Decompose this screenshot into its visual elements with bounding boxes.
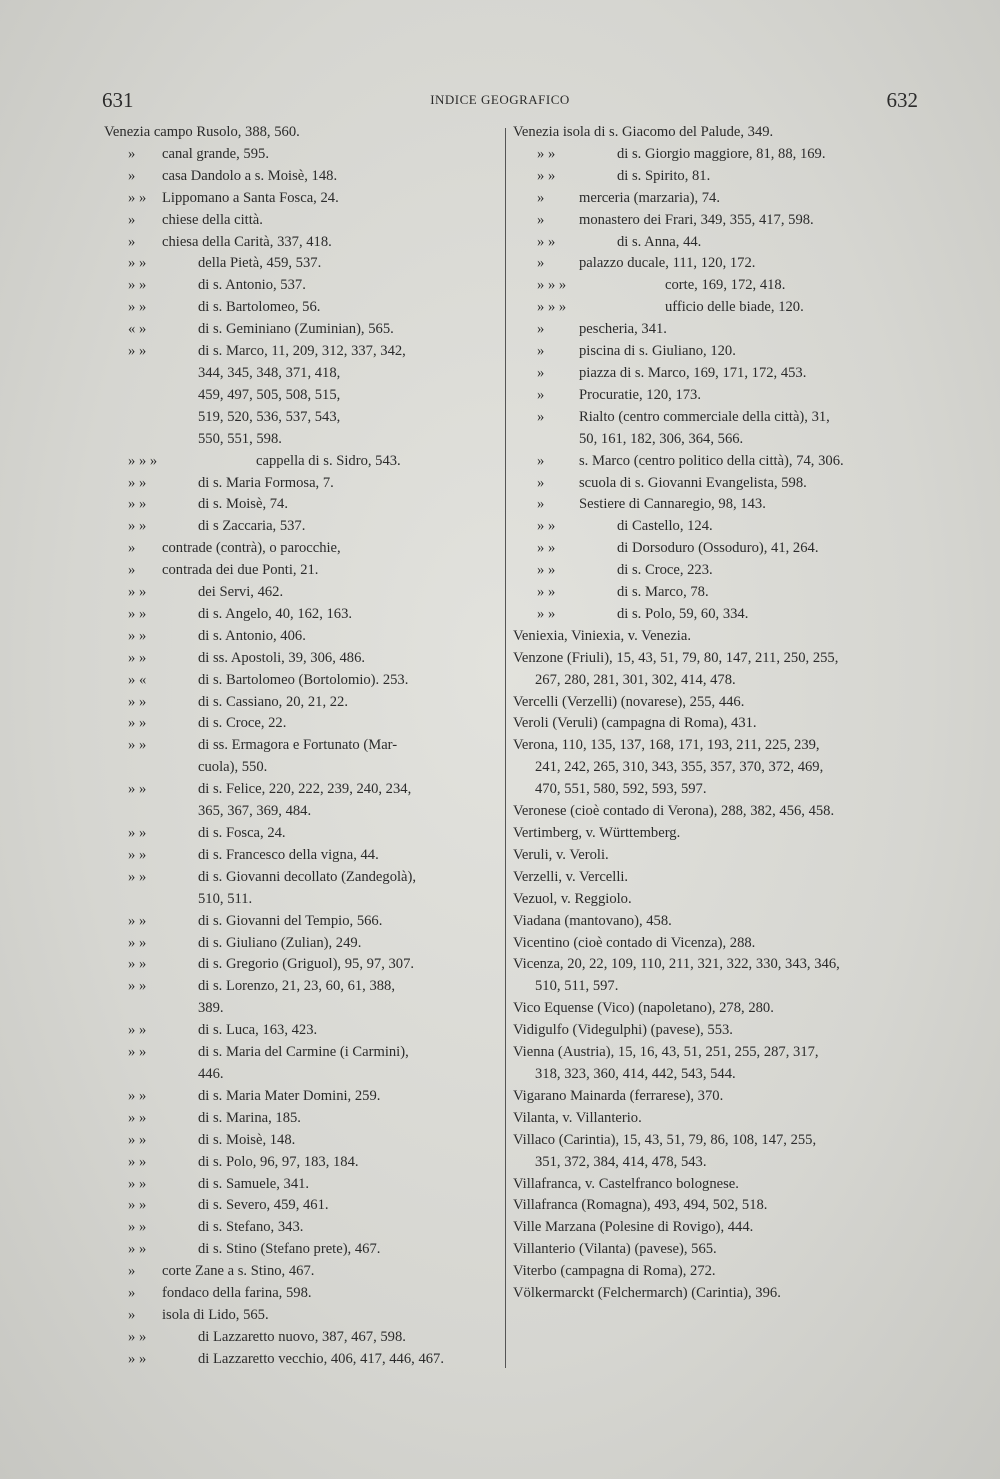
entry-text: isola di Lido, 565. — [162, 1306, 269, 1323]
ditto-marks: » — [537, 474, 545, 491]
ditto-marks: » » — [128, 649, 147, 666]
ditto-marks: » — [537, 321, 545, 338]
index-entry — [513, 407, 913, 451]
entry-text: casa Dandolo a s. Moisè, 148. — [162, 167, 338, 184]
index-entry — [104, 494, 499, 516]
entry-text: di s. Stino (Stefano prete), 467. — [198, 1241, 381, 1258]
entry-continuation: 459, 497, 505, 508, 515, — [198, 386, 341, 403]
index-entry — [104, 670, 499, 692]
index-entry — [104, 1042, 499, 1086]
ditto-marks: » » — [128, 496, 147, 513]
entry-text: di s. Marco, 78. — [617, 584, 709, 601]
entry-continuation: 389. — [198, 1000, 224, 1017]
ditto-marks: » — [537, 343, 545, 360]
entry-text: s. Marco (centro politico della città), 74, 306. — [579, 452, 844, 469]
entry-text: Lippomano a Santa Fosca, 24. — [162, 189, 339, 206]
ditto-marks: » » — [128, 343, 147, 360]
entry-continuation: 267, 280, 281, 301, 302, 414, 478. — [535, 671, 736, 688]
ditto-marks: » » — [128, 189, 147, 206]
index-entry — [513, 626, 913, 648]
entry-text: Veruli, v. Veroli. — [513, 846, 609, 863]
index-entry — [104, 582, 499, 604]
entry-text: di s. Croce, 22. — [198, 715, 287, 732]
ditto-marks: » » — [537, 605, 556, 622]
index-entry — [513, 473, 913, 495]
entry-text: Vercelli (Verzelli) (novarese), 255, 446. — [513, 693, 745, 710]
index-entry — [513, 341, 913, 363]
index-entry — [513, 166, 913, 188]
entry-continuation: 344, 345, 348, 371, 418, — [198, 364, 341, 381]
entry-text: Ville Marzana (Polesine di Rovigo), 444. — [513, 1219, 754, 1236]
ditto-marks: » » — [128, 518, 147, 535]
index-entry — [104, 144, 499, 166]
entry-continuation: 365, 367, 369, 484. — [198, 803, 312, 820]
entry-continuation: cuola), 550. — [198, 759, 268, 776]
index-entry — [104, 1152, 499, 1174]
ditto-marks: » » — [128, 1153, 147, 1170]
ditto-marks: » » » — [128, 452, 158, 469]
ditto-marks: » — [537, 452, 545, 469]
entry-text: Vicentino (cioè contado di Vicenza), 288. — [513, 934, 756, 951]
index-entry — [513, 867, 913, 889]
entry-text: di s. Geminiano (Zuminian), 565. — [198, 321, 394, 338]
entry-text: Venezia isola di s. Giacomo del Palude, 349. — [513, 124, 774, 140]
index-entry — [513, 144, 913, 166]
index-entry — [104, 538, 499, 560]
entry-text: Völkermarckt (Felchermarch) (Carintia), 396. — [513, 1285, 781, 1302]
entry-text: di s. Anna, 44. — [617, 233, 702, 250]
entry-text: di s. Maria Formosa, 7. — [198, 474, 334, 491]
index-entry — [104, 210, 499, 232]
entry-text: di s. Samuele, 341. — [198, 1175, 310, 1192]
index-entry — [513, 954, 913, 998]
index-entry — [513, 516, 913, 538]
index-entry — [104, 1327, 499, 1349]
index-entry — [104, 253, 499, 275]
index-entry — [513, 998, 913, 1020]
ditto-marks: » » — [128, 825, 147, 841]
ditto-marks: » » — [128, 1219, 147, 1236]
entry-text: ufficio delle biade, 120. — [665, 299, 804, 316]
index-entry — [104, 976, 499, 1020]
entry-text: Verzelli, v. Vercelli. — [513, 868, 629, 885]
index-entry — [513, 933, 913, 955]
entry-text: di s. Angelo, 40, 162, 163. — [198, 605, 353, 622]
ditto-marks: » » — [128, 474, 147, 491]
entry-text: dei Servi, 462. — [198, 584, 284, 601]
entry-text: Villanterio (Vilanta) (pavese), 565. — [513, 1241, 717, 1258]
index-entry — [104, 166, 499, 188]
index-entry — [513, 275, 913, 297]
index-entry — [104, 122, 499, 144]
entry-text: Venzone (Friuli), 15, 43, 51, 79, 80, 147, 211, 250, 255, — [513, 649, 839, 666]
entry-text: di s Zaccaria, 537. — [198, 518, 306, 535]
index-entry — [513, 538, 913, 560]
entry-text: Vezuol, v. Reggiolo. — [513, 890, 632, 907]
ditto-marks: » » — [128, 956, 147, 973]
ditto-marks: » » — [537, 518, 556, 535]
entry-text: Viterbo (campagna di Roma), 272. — [513, 1263, 716, 1280]
entry-text: di s. Giovanni decollato (Zandegolà), — [198, 868, 417, 885]
index-entry — [513, 1261, 913, 1283]
ditto-marks: » — [128, 1263, 136, 1280]
page-header — [0, 86, 1000, 116]
entry-text: di Lazzaretto vecchio, 406, 417, 446, 467. — [198, 1350, 444, 1367]
ditto-marks: « » — [128, 321, 147, 338]
entry-text: di s. Luca, 163, 423. — [198, 1022, 318, 1039]
index-entry — [104, 604, 499, 626]
entry-text: Vigarano Mainarda (ferrarese), 370. — [513, 1087, 724, 1104]
index-entry — [513, 494, 913, 516]
entry-text: di Lazzaretto nuovo, 387, 467, 598. — [198, 1328, 406, 1345]
index-entry — [104, 823, 499, 845]
ditto-marks: » » — [537, 167, 556, 184]
index-entry — [513, 319, 913, 341]
entry-text: di s. Lorenzo, 21, 23, 60, 61, 388, — [198, 978, 395, 995]
page-number-left: 631 — [102, 88, 134, 112]
index-entry — [104, 1239, 499, 1261]
index-entry — [104, 713, 499, 735]
index-entry — [104, 954, 499, 976]
index-entry — [513, 845, 913, 867]
ditto-marks: » » — [128, 1087, 147, 1104]
index-entry — [104, 692, 499, 714]
index-entry — [104, 341, 499, 451]
ditto-marks: » » — [128, 868, 147, 885]
index-entry — [513, 889, 913, 911]
ditto-marks: » » — [537, 233, 556, 250]
entry-text: Procuratie, 120, 173. — [579, 386, 701, 403]
entry-text: di ss. Apostoli, 39, 306, 486. — [198, 649, 366, 666]
ditto-marks: » — [537, 189, 545, 206]
column-divider — [505, 128, 506, 1368]
ditto-marks: » » — [128, 693, 147, 710]
entry-text: di Dorsoduro (Ossoduro), 41, 264. — [617, 540, 819, 557]
index-entry — [513, 210, 913, 232]
entry-text: chiese della città. — [162, 211, 263, 228]
index-entry — [104, 1261, 499, 1283]
ditto-marks: » — [537, 408, 545, 425]
ditto-marks: » — [128, 145, 136, 162]
index-entry — [513, 385, 913, 407]
entry-text: Villafranca (Romagna), 493, 494, 502, 518. — [513, 1197, 768, 1214]
ditto-marks: » — [128, 211, 136, 228]
entry-text: Vidigulfo (Videgulphi) (pavese), 553. — [513, 1022, 733, 1039]
entry-text: Sestiere di Cannaregio, 98, 143. — [579, 496, 766, 513]
entry-continuation: 550, 551, 598. — [198, 430, 282, 447]
ditto-marks: » » — [128, 299, 147, 316]
entry-continuation: 351, 372, 384, 414, 478, 543. — [535, 1153, 707, 1170]
index-entry — [513, 604, 913, 626]
index-entry — [513, 188, 913, 210]
index-entry — [513, 451, 913, 473]
entry-text: di s. Moisè, 74. — [198, 496, 288, 513]
ditto-marks: » — [128, 233, 136, 250]
entry-text: di s. Giovanni del Tempio, 566. — [198, 912, 383, 929]
entry-continuation: 519, 520, 536, 537, 543, — [198, 408, 341, 425]
index-entry — [104, 1130, 499, 1152]
index-entry — [513, 1042, 913, 1086]
index-entry — [104, 1305, 499, 1327]
index-entry — [104, 648, 499, 670]
index-entry — [104, 1283, 499, 1305]
entry-text: corte, 169, 172, 418. — [665, 277, 786, 294]
ditto-marks: » » — [128, 1328, 147, 1345]
index-entry — [513, 1195, 913, 1217]
entry-text: di s. Polo, 96, 97, 183, 184. — [198, 1153, 359, 1170]
ditto-marks: » — [128, 562, 136, 579]
ditto-marks: » » — [537, 584, 556, 601]
entry-text: Vilanta, v. Villanterio. — [513, 1109, 642, 1126]
ditto-marks: » » — [128, 1175, 147, 1192]
index-entry — [513, 911, 913, 933]
index-entry — [104, 1349, 499, 1371]
index-entry — [104, 845, 499, 867]
entry-text: piscina di s. Giuliano, 120. — [579, 343, 736, 360]
index-entry — [104, 626, 499, 648]
entry-text: Vertimberg, v. Württemberg. — [513, 825, 681, 841]
index-entry — [104, 1195, 499, 1217]
entry-text: Verona, 110, 135, 137, 168, 171, 193, 211, 225, 239, — [513, 737, 820, 754]
index-column-right — [513, 122, 913, 1305]
index-entry — [513, 582, 913, 604]
entry-text: canal grande, 595. — [162, 145, 269, 162]
index-entry — [104, 451, 499, 473]
index-entry — [104, 516, 499, 538]
running-title: INDICE GEOGRAFICO — [430, 92, 570, 107]
index-entry — [104, 560, 499, 582]
entry-text: di s. Felice, 220, 222, 239, 240, 234, — [198, 781, 412, 798]
entry-continuation: 241, 242, 265, 310, 343, 355, 357, 370, 372, 469, — [535, 759, 824, 776]
ditto-marks: » » — [537, 145, 556, 162]
index-column-left — [104, 122, 499, 1371]
ditto-marks: » » — [128, 846, 147, 863]
ditto-marks: » » — [128, 715, 147, 732]
ditto-marks: » » — [128, 584, 147, 601]
ditto-marks: » — [128, 1285, 136, 1302]
entry-text: di s. Francesco della vigna, 44. — [198, 846, 379, 863]
entry-text: Viadana (mantovano), 458. — [513, 912, 672, 929]
ditto-marks: » » — [537, 540, 556, 557]
entry-text: chiesa della Carità, 337, 418. — [162, 233, 332, 250]
entry-text: Rialto (centro commerciale della città), 31, — [579, 408, 830, 425]
ditto-marks: » » — [128, 934, 147, 951]
ditto-marks: » — [537, 386, 545, 403]
ditto-marks: » » — [128, 1022, 147, 1039]
entry-text: corte Zane a s. Stino, 467. — [162, 1263, 315, 1280]
index-entry — [104, 275, 499, 297]
entry-text: piazza di s. Marco, 169, 171, 172, 453. — [579, 364, 807, 381]
index-entry — [513, 232, 913, 254]
index-entry — [104, 232, 499, 254]
entry-text: Villafranca, v. Castelfranco bolognese. — [513, 1175, 739, 1192]
entry-text: di s. Croce, 223. — [617, 562, 713, 579]
entry-text: Veronese (cioè contado di Verona), 288, 382, 456, 458. — [513, 803, 835, 820]
entry-text: di s. Maria Mater Domini, 259. — [198, 1087, 381, 1104]
entry-text: contrade (contrà), o parocchie, — [162, 540, 341, 557]
index-entry — [104, 911, 499, 933]
entry-text: di s. Fosca, 24. — [198, 825, 286, 841]
index-entry — [104, 1174, 499, 1196]
entry-text: Villaco (Carintia), 15, 43, 51, 79, 86, 108, 147, 255, — [513, 1131, 817, 1148]
entry-text: di s. Spirito, 81. — [617, 167, 711, 184]
ditto-marks: » » — [128, 1109, 147, 1126]
ditto-marks: » » — [128, 1131, 147, 1148]
index-entry — [104, 933, 499, 955]
index-entry — [513, 1086, 913, 1108]
entry-text: di s. Severo, 459, 461. — [198, 1197, 329, 1214]
entry-continuation: 470, 551, 580, 592, 593, 597. — [535, 781, 707, 798]
ditto-marks: » — [537, 364, 545, 381]
ditto-marks: » « — [128, 671, 147, 688]
entry-text: di s. Antonio, 406. — [198, 627, 306, 644]
ditto-marks: » » » — [537, 277, 567, 294]
index-entry — [513, 1130, 913, 1174]
ditto-marks: » » — [128, 978, 147, 995]
ditto-marks: » — [128, 1306, 136, 1323]
index-entry — [513, 648, 913, 692]
ditto-marks: » — [537, 255, 545, 272]
index-entry — [104, 867, 499, 911]
page-number-right: 632 — [886, 88, 918, 112]
ditto-marks: » » — [128, 1350, 147, 1367]
index-entry — [513, 801, 913, 823]
entry-continuation: 318, 323, 360, 414, 442, 543, 544. — [535, 1065, 736, 1082]
ditto-marks: » » — [128, 781, 147, 798]
ditto-marks: » — [128, 540, 136, 557]
ditto-marks: » » — [537, 562, 556, 579]
entry-text: di s. Bartolomeo (Bortolomio). 253. — [198, 671, 409, 688]
entry-continuation: 50, 161, 182, 306, 364, 566. — [579, 430, 744, 447]
ditto-marks: » — [537, 211, 545, 228]
entry-text: della Pietà, 459, 537. — [198, 255, 322, 272]
entry-text: merceria (marzaria), 74. — [579, 189, 720, 206]
entry-text: contrada dei due Ponti, 21. — [162, 562, 319, 579]
ditto-marks: » » — [128, 912, 147, 929]
index-entry — [104, 1086, 499, 1108]
index-entry — [104, 1217, 499, 1239]
ditto-marks: » » — [128, 1044, 147, 1061]
index-entry — [513, 1217, 913, 1239]
entry-continuation: 510, 511. — [198, 890, 253, 907]
index-entry — [513, 122, 913, 144]
entry-text: Veniexia, Viniexia, v. Venezia. — [513, 627, 691, 644]
entry-text: di s. Bartolomeo, 56. — [198, 299, 321, 316]
index-entry — [513, 1174, 913, 1196]
ditto-marks: » » — [128, 1197, 147, 1214]
index-entry — [513, 692, 913, 714]
entry-text: di ss. Ermagora e Fortunato (Mar- — [198, 737, 398, 754]
entry-text: di s. Marco, 11, 209, 312, 337, 342, — [198, 343, 406, 360]
entry-text: cappella di s. Sidro, 543. — [256, 452, 401, 469]
index-entry — [513, 1239, 913, 1261]
entry-text: fondaco della farina, 598. — [162, 1285, 312, 1302]
ditto-marks: » » — [128, 1241, 147, 1258]
entry-continuation: 446. — [198, 1065, 224, 1082]
index-entry — [104, 473, 499, 495]
index-entry — [513, 363, 913, 385]
entry-text: di s. Gregorio (Griguol), 95, 97, 307. — [198, 956, 415, 973]
ditto-marks: » » — [128, 605, 147, 622]
ditto-marks: » » — [128, 277, 147, 294]
entry-continuation: 510, 511, 597. — [535, 978, 619, 995]
index-entry — [513, 253, 913, 275]
ditto-marks: » » » — [537, 299, 567, 316]
index-entry — [104, 1108, 499, 1130]
entry-text: Vicenza, 20, 22, 109, 110, 211, 321, 322, 330, 343, 346, — [513, 956, 840, 973]
ditto-marks: » » — [128, 627, 147, 644]
index-entry — [513, 297, 913, 319]
entry-text: Vienna (Austria), 15, 16, 43, 51, 251, 255, 287, 317, — [513, 1044, 819, 1061]
entry-text: di s. Antonio, 537. — [198, 277, 306, 294]
ditto-marks: » — [128, 167, 136, 184]
entry-text: pescheria, 341. — [579, 321, 667, 338]
entry-text: Veroli (Veruli) (campagna di Roma), 431. — [513, 715, 757, 732]
index-entry — [513, 560, 913, 582]
entry-text: di s. Giuliano (Zulian), 249. — [198, 934, 362, 951]
entry-text: scuola di s. Giovanni Evangelista, 598. — [579, 474, 807, 491]
ditto-marks: » — [537, 496, 545, 513]
index-entry — [513, 713, 913, 735]
entry-text: di Castello, 124. — [617, 518, 713, 535]
entry-text: di s. Giorgio maggiore, 81, 88, 169. — [617, 145, 826, 162]
entry-text: Venezia campo Rusolo, 388, 560. — [104, 124, 300, 140]
entry-text: Vico Equense (Vico) (napoletano), 278, 280. — [513, 1000, 774, 1017]
index-entry — [513, 735, 913, 801]
index-entry — [513, 1108, 913, 1130]
ditto-marks: » » — [128, 737, 147, 754]
index-entry — [104, 188, 499, 210]
entry-text: di s. Moisè, 148. — [198, 1131, 296, 1148]
index-entry — [104, 319, 499, 341]
entry-text: di s. Maria del Carmine (i Carmini), — [198, 1044, 409, 1061]
index-entry — [513, 823, 913, 845]
index-entry — [513, 1283, 913, 1305]
entry-text: monastero dei Frari, 349, 355, 417, 598. — [579, 211, 814, 228]
index-entry — [513, 1020, 913, 1042]
index-entry — [104, 735, 499, 779]
index-entry — [104, 779, 499, 823]
entry-text: di s. Stefano, 343. — [198, 1219, 304, 1236]
entry-text: di s. Cassiano, 20, 21, 22. — [198, 693, 348, 710]
entry-text: di s. Polo, 59, 60, 334. — [617, 605, 749, 622]
entry-text: palazzo ducale, 111, 120, 172. — [579, 255, 756, 272]
ditto-marks: » » — [128, 255, 147, 272]
index-entry — [104, 1020, 499, 1042]
index-entry — [104, 297, 499, 319]
entry-text: di s. Marina, 185. — [198, 1109, 301, 1126]
